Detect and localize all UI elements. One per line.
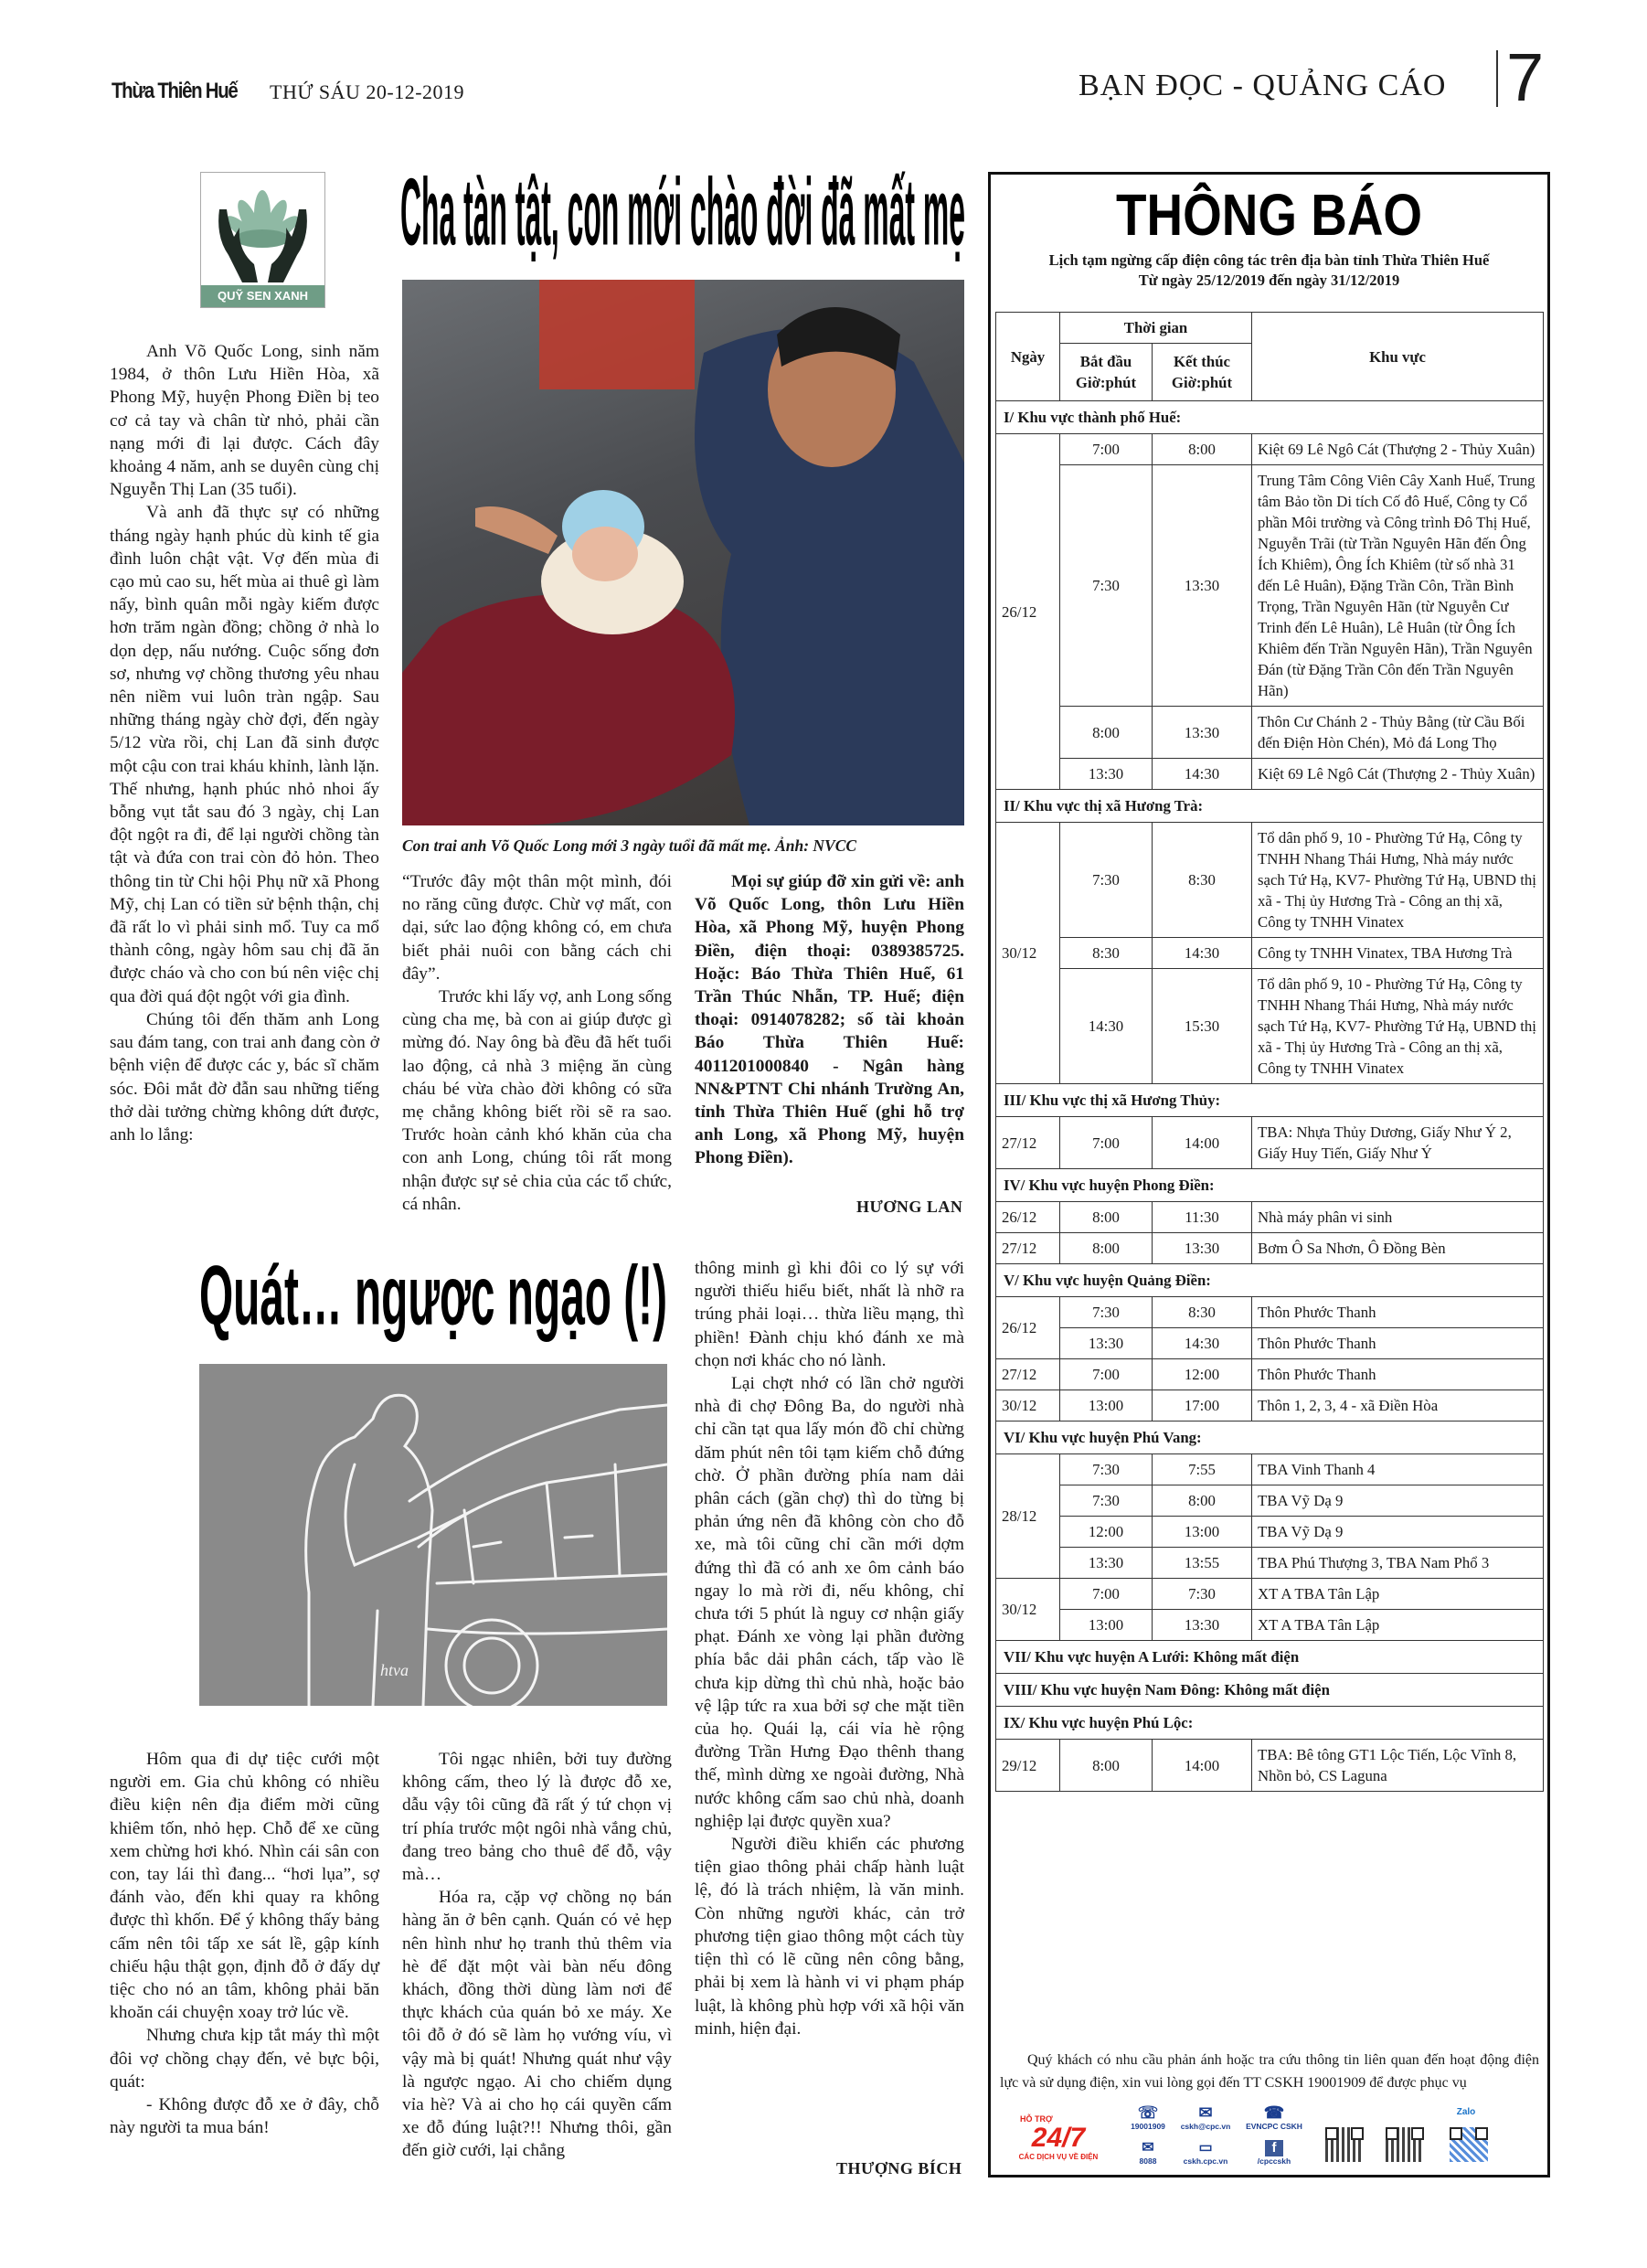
area-cell: TBA Vinh Thanh 4 bbox=[1252, 1454, 1544, 1485]
table-row bbox=[996, 1548, 1544, 1579]
start-time-cell: 8:30 bbox=[1060, 938, 1153, 969]
start-time-cell: 8:00 bbox=[1060, 707, 1153, 759]
app-store-qr-code[interactable] bbox=[1386, 2127, 1424, 2162]
date-cell: 28/12 bbox=[996, 1454, 1060, 1579]
date-cell: 26/12 bbox=[996, 1297, 1060, 1359]
date-cell: 30/12 bbox=[996, 823, 1060, 1084]
date-cell: 26/12 bbox=[996, 1202, 1060, 1233]
header-divider bbox=[1496, 50, 1498, 107]
area-cell: Trung Tâm Công Viên Cây Xanh Huế, Trung tâm Bảo tồn Di tích Cố đô Huế, Công ty Cổ phần Môi trường và Công trình Đô Thị Huế, Nguyễn Trãi (từ Trần Nguyên Hãn đến Ông Ích Khiêm), Ông Ích Khiêm (từ số nhà 31 đến Lê Huân), Đặng Trần Côn, Trần Bình Trọng, Trần Nguyên Hãn (từ Nguyễn Cư Trinh đến Lê Huân), Lê Huân (từ Ông Ích Khiêm đến Trần Nguyên Hãn), Trần Nguyên Đán (từ Đặng Trần Côn đến Trần Nguyên Hãn) bbox=[1252, 465, 1544, 707]
date-cell: 27/12 bbox=[996, 1359, 1060, 1390]
start-time-cell: 8:00 bbox=[1060, 1233, 1153, 1264]
zalo-icon[interactable]: Zalo bbox=[1456, 2107, 1476, 2117]
end-time-cell: 8:30 bbox=[1153, 823, 1252, 938]
notice-title: THÔNG BÁO bbox=[1116, 182, 1422, 248]
area-cell: Công ty TNHH Vinatex, TBA Hương Trà bbox=[1252, 938, 1544, 969]
start-time-cell: 7:00 bbox=[1060, 1359, 1153, 1390]
page-number: 7 bbox=[1506, 39, 1545, 115]
section-title: VI/ Khu vực huyện Phú Vang: bbox=[996, 1421, 1544, 1454]
paragraph: Và anh đã thực sự có những tháng ngày hạnh phúc dù kinh tế gia đình luôn chật vật. Vợ đến mùa đi cạo mủ cao su, hết mùa ai thuê gì làm nấy, bình quân mỗi ngày kiếm được hơn trăm ngàn đồng; chồng ở nhà lo dọn dẹp, nấu nướng. Cuộc sống đơn sơ, nhưng vợ chồng thương yêu nhau nên niềm vui luôn tràn ngập. Sau những tháng ngày chờ đợi, đến ngày 5/12 vừa rồi, chị Lan đã sinh được một cậu con trai kháu khỉnh, lành lặn. Thế nhưng, hạnh phúc nhỏ nhoi ấy bỗng vụt tắt sau đó 3 ngày, chị Lan đột ngột ra đi, để lại người chồng tàn tật và đứa con trai còn đỏ hỏn. Theo thông tin từ Chi hội Phụ nữ xã Phong Mỹ, chị Lan có tiền sử bệnh thận, chị đã rất lo vì phải sinh mổ. Tuy ca mổ thành công, ngày hôm sau chị đã ăn được cháo và cho con bú nên việc chị qua đời quá đột ngột với gia đình. bbox=[110, 503, 379, 1006]
section-title: VII/ Khu vực huyện A Lưới: Không mất điện bbox=[996, 1641, 1544, 1674]
start-time-cell: 7:30 bbox=[1060, 1454, 1153, 1485]
section-title: III/ Khu vực thị xã Hương Thủy: bbox=[996, 1084, 1544, 1117]
article2-illustration bbox=[199, 1364, 667, 1706]
header-time: Thời gian bbox=[1060, 313, 1252, 344]
end-time-cell: 13:30 bbox=[1153, 1610, 1252, 1641]
area-cell: Tổ dân phố 9, 10 - Phường Tứ Hạ, Công ty TNHH Nhang Thái Hưng, Nhà máy nước sạch Tứ Hạ, KV7- Phường Tứ Hạ, UBND thị xã - Thị ủy Hương Trà - Công an thị xã, Công ty TNHH Vinatex bbox=[1252, 823, 1544, 938]
section-row bbox=[996, 790, 1544, 823]
contact-icons bbox=[1000, 2102, 1539, 2175]
section-title: II/ Khu vực thị xã Hương Trà: bbox=[996, 790, 1544, 823]
illustrator-signature: htva bbox=[380, 1661, 409, 1679]
section-row bbox=[996, 1264, 1544, 1297]
section-title: IX/ Khu vực huyện Phú Lộc: bbox=[996, 1707, 1544, 1740]
section-title: I/ Khu vực thành phố Huế: bbox=[996, 401, 1544, 434]
area-cell: Kiệt 69 Lê Ngô Cát (Thượng 2 - Thủy Xuân) bbox=[1252, 759, 1544, 790]
article2-headline: Quát… ngược ngạo (!) bbox=[199, 1249, 667, 1344]
table-header-row bbox=[996, 313, 1544, 344]
table-row bbox=[996, 1390, 1544, 1421]
email-icon[interactable]: ✉ cskh@cpc.vn bbox=[1180, 2103, 1231, 2131]
start-time-cell: 7:00 bbox=[1060, 1117, 1153, 1169]
table-row bbox=[996, 938, 1544, 969]
power-outage-notice bbox=[988, 172, 1550, 2177]
end-time-cell: 14:00 bbox=[1153, 1117, 1252, 1169]
end-time-cell: 13:00 bbox=[1153, 1517, 1252, 1548]
issue-date: THỨ SÁU 20-12-2019 bbox=[270, 80, 465, 103]
end-time-cell: 8:30 bbox=[1153, 1297, 1252, 1328]
start-time-cell: 8:00 bbox=[1060, 1740, 1153, 1792]
end-time-cell: 14:30 bbox=[1153, 759, 1252, 790]
table-row bbox=[996, 465, 1544, 707]
section-row bbox=[996, 1421, 1544, 1454]
start-time-cell: 7:30 bbox=[1060, 1297, 1153, 1328]
paragraph: Lại chợt nhớ có lần chở người nhà đi chợ Đông Ba, do người nhà chỉ cần tạt qua lấy món đồ chỉ chừng dăm phút nên tôi tạm kiếm chỗ đứng chờ. Ở phần đường phía nam dải phân cách (gần chợ) thì do từng bị phản ứng nên đã không còn cho đỗ xe, mà tôi cũng chỉ cần mới dợm đứng thì đã có anh xe ôm cảnh báo ngay lo mà rời đi, nếu không, chỉ chưa tới 5 phút là nguy cơ nhận giấy phạt. Đánh xe vòng lại phần đường phía bắc dải phân cách, tấp vào lề chưa kịp dừng thì chủ nhà, hoặc bảo vệ lập tức ra xua bởi sợ che mặt tiền của họ. Quái lạ, cái vỉa hè rộng đường Trần Hưng Đạo thênh thang thế, mình dừng xe ngoài đường, Nhà nước không cấm sao chủ nhà, doanh nghiệp lại được quyền xua? bbox=[695, 1374, 964, 1831]
support-24-7-logo: HỖ TRỢ 24/7 CÁC DỊCH VỤ VỀ ĐIỆN bbox=[1018, 2114, 1099, 2161]
section-title: V/ Khu vực huyện Quảng Điền: bbox=[996, 1264, 1544, 1297]
end-time-cell: 14:00 bbox=[1153, 1740, 1252, 1792]
table-row bbox=[996, 1610, 1544, 1641]
area-cell: Thôn Phước Thanh bbox=[1252, 1297, 1544, 1328]
section-row bbox=[996, 1707, 1544, 1740]
article2-column-3 bbox=[695, 1257, 964, 2040]
end-time-cell: 8:00 bbox=[1153, 434, 1252, 465]
start-time-cell: 7:00 bbox=[1060, 1579, 1153, 1610]
area-cell: XT A TBA Tân Lập bbox=[1252, 1610, 1544, 1641]
section-row bbox=[996, 1084, 1544, 1117]
sms-icon[interactable]: ✉ 8088 bbox=[1139, 2140, 1157, 2166]
paragraph: Tôi ngạc nhiên, bởi tuy đường không cấm, theo lý là được đỗ xe, dẫu vậy tôi cũng đã rất ý tứ chọn vị trí phía trước một ngôi nhà vắng chủ, đang treo bảng cho thuê để đỗ, vậy mà… bbox=[402, 1750, 672, 1885]
date-cell: 30/12 bbox=[996, 1390, 1060, 1421]
table-row bbox=[996, 1328, 1544, 1359]
start-time-cell: 12:00 bbox=[1060, 1517, 1153, 1548]
start-time-cell: 14:30 bbox=[1060, 969, 1153, 1084]
end-time-cell: 7:30 bbox=[1153, 1579, 1252, 1610]
start-time-cell: 7:30 bbox=[1060, 465, 1153, 707]
website-icon[interactable]: ▭ cskh.cpc.vn bbox=[1183, 2140, 1228, 2166]
article1-column-2 bbox=[402, 870, 672, 1216]
area-cell: XT A TBA Tân Lập bbox=[1252, 1579, 1544, 1610]
table-row bbox=[996, 707, 1544, 759]
start-time-cell: 13:00 bbox=[1060, 1390, 1153, 1421]
table-row bbox=[996, 1579, 1544, 1610]
header-date: Ngày bbox=[996, 313, 1060, 401]
end-time-cell: 12:00 bbox=[1153, 1359, 1252, 1390]
table-row bbox=[996, 1233, 1544, 1264]
end-time-cell: 13:55 bbox=[1153, 1548, 1252, 1579]
end-time-cell: 11:30 bbox=[1153, 1202, 1252, 1233]
end-time-cell: 7:55 bbox=[1153, 1454, 1252, 1485]
start-time-cell: 8:00 bbox=[1060, 1202, 1153, 1233]
paragraph: Nhưng chưa kịp tắt máy thì một đôi vợ chồng chạy đến, vẻ bực bội, quát: bbox=[110, 2026, 379, 2092]
photo-caption: Con trai anh Võ Quốc Long mới 3 ngày tuổi đã mất mẹ. Ảnh: NVCC bbox=[402, 836, 857, 855]
end-time-cell: 15:30 bbox=[1153, 969, 1252, 1084]
area-cell: Thôn Cư Chánh 2 - Thủy Bằng (từ Cầu Bối đến Điện Hòn Chén), Mỏ đá Long Thọ bbox=[1252, 707, 1544, 759]
header-start: Bắt đầu Giờ:phút bbox=[1060, 344, 1153, 401]
app-icon[interactable]: ☎ EVNCPC CSKH bbox=[1246, 2103, 1302, 2131]
paragraph: Trước khi lấy vợ, anh Long sống cùng cha mẹ, bà con ai giúp được gì mừng đó. Nay ông bà đều đã hết tuổi lao động, cả nhà 3 miệng ăn cùng cháu bé vừa chào đời không có sữa mẹ chẳng không biết rồi sẽ ra sao. Trước hoàn cảnh khó khăn của cha con anh Long, chúng tôi rất mong nhận được sự sẻ chia của các tổ chức, cá nhân. bbox=[402, 987, 672, 1214]
date-cell: 27/12 bbox=[996, 1117, 1060, 1169]
start-time-cell: 13:30 bbox=[1060, 759, 1153, 790]
area-cell: Tổ dân phố 9, 10 - Phường Tứ Hạ, Công ty TNHH Nhang Thái Hưng, Nhà máy nước sạch Tứ Hạ, KV7- Phường Tứ Hạ, UBND thị xã - Thị ủy Hương Trà - Công an thị xã, Công ty TNHH Vinatex bbox=[1252, 969, 1544, 1084]
lotus-hands-icon bbox=[201, 173, 324, 284]
paragraph: Anh Võ Quốc Long, sinh năm 1984, ở thôn Lưu Hiền Hòa, xã Phong Mỹ, huyện Phong Điền bị teo cơ cả tay và chân từ nhỏ, phải cần nạng mới đi lại được. Cách đây khoảng 4 năm, anh se duyên cùng chị Nguyễn Thị Lan (35 tuổi). bbox=[110, 342, 379, 500]
notice-subtitle: Lịch tạm ngừng cấp điện công tác trên địa bàn tỉnh Thừa Thiên Huế bbox=[1048, 251, 1490, 269]
area-cell: TBA: Nhựa Thủy Dương, Giấy Như Ý 2, Giấy Huy Tiến, Giấy Như Ý bbox=[1252, 1117, 1544, 1169]
end-time-cell: 17:00 bbox=[1153, 1390, 1252, 1421]
facebook-icon[interactable]: f /cpccskh bbox=[1257, 2140, 1291, 2166]
quy-sen-xanh-logo bbox=[200, 172, 325, 308]
start-time-cell: 7:00 bbox=[1060, 434, 1153, 465]
paragraph: Hóa ra, cặp vợ chồng nọ bán hàng ăn ở bên cạnh. Quán có vẻ hẹp nên hình như họ tranh thủ thêm vỉa hè để đặt một vài bàn nếu đông khách, đồng thời dùng làm nơi để thực khách của quán bỏ xe máy. Xe tôi đỗ ở đó sẽ làm họ vướng víu, vì vậy mà bị quát! Nhưng quát như vậy là ngược ngạo. Ai cho chiếm dụng vỉa hè? Và ai cho họ cái quyền cấm xe đỗ đúng luật?!! Nhưng thôi, gần đến giờ cưới, lại chẳng bbox=[402, 1888, 672, 2161]
table-row bbox=[996, 969, 1544, 1084]
table-row bbox=[996, 1454, 1544, 1485]
google-play-qr-code[interactable] bbox=[1325, 2127, 1364, 2162]
area-cell: Thôn Phước Thanh bbox=[1252, 1328, 1544, 1359]
start-time-cell: 13:00 bbox=[1060, 1610, 1153, 1641]
area-cell: Bơm Ô Sa Nhơn, Ô Đồng Bèn bbox=[1252, 1233, 1544, 1264]
article1-donation-info bbox=[695, 870, 964, 1170]
article1-headline: Cha tàn tật, con mới chào đời đã mất mẹ bbox=[400, 158, 965, 266]
section-row bbox=[996, 1169, 1544, 1202]
date-cell: 30/12 bbox=[996, 1579, 1060, 1641]
zalo-qr-code[interactable] bbox=[1450, 2127, 1488, 2162]
table-row bbox=[996, 759, 1544, 790]
notice-period: Từ ngày 25/12/2019 đến ngày 31/12/2019 bbox=[1138, 272, 1400, 289]
table-row bbox=[996, 1517, 1544, 1548]
article2-byline: THƯỢNG BÍCH bbox=[836, 2159, 962, 2177]
section-row bbox=[996, 1674, 1544, 1707]
section-title: VIII/ Khu vực huyện Nam Đông: Không mất điện bbox=[996, 1674, 1544, 1707]
paragraph: - Không được đỗ xe ở đây, chỗ này người ta mua bán! bbox=[110, 2095, 379, 2138]
article2-column-2 bbox=[402, 1748, 672, 2163]
area-cell: Nhà máy phân vi sinh bbox=[1252, 1202, 1544, 1233]
area-cell: Kiệt 69 Lê Ngô Cát (Thượng 2 - Thủy Xuân) bbox=[1252, 434, 1544, 465]
table-row bbox=[996, 434, 1544, 465]
section-title: IV/ Khu vực huyện Phong Điền: bbox=[996, 1169, 1544, 1202]
area-cell: TBA Phú Thượng 3, TBA Nam Phổ 3 bbox=[1252, 1548, 1544, 1579]
outage-schedule-table bbox=[995, 312, 1544, 1792]
area-cell: Thôn 1, 2, 3, 4 - xã Điền Hòa bbox=[1252, 1390, 1544, 1421]
area-cell: Thôn Phước Thanh bbox=[1252, 1359, 1544, 1390]
table-row bbox=[996, 823, 1544, 938]
article2-column-1 bbox=[110, 1748, 379, 2139]
masthead: Thừa Thiên Huế bbox=[112, 79, 238, 103]
paragraph: Người điều khiển các phương tiện giao thông phải chấp hành luật lệ, đó là trách nhiệm, là văn minh. Còn những người khác, cản trở phương tiện giao thông một cách tùy tiện thì có lẽ cũng nên công bằng, phải bị xem là hành vi vi phạm pháp luật, là không phù hợp với xã hội văn minh, hiện đại. bbox=[695, 1835, 964, 2039]
start-time-cell: 7:30 bbox=[1060, 1485, 1153, 1517]
paragraph: “Trước đây một thân một mình, đói no răng cũng được. Chừ vợ mất, con dại, sức lao động không có, em chưa biết phải nuôi con bằng cách chi đây”. bbox=[402, 872, 672, 984]
end-time-cell: 13:30 bbox=[1153, 465, 1252, 707]
table-row bbox=[996, 1297, 1544, 1328]
area-cell: TBA: Bê tông GT1 Lộc Tiến, Lộc Vĩnh 8, Nhồn bỏ, CS Laguna bbox=[1252, 1740, 1544, 1792]
end-time-cell: 14:30 bbox=[1153, 938, 1252, 969]
start-time-cell: 13:30 bbox=[1060, 1328, 1153, 1359]
section-row bbox=[996, 401, 1544, 434]
area-cell: TBA Vỹ Dạ 9 bbox=[1252, 1517, 1544, 1548]
end-time-cell: 13:30 bbox=[1153, 1233, 1252, 1264]
end-time-cell: 14:30 bbox=[1153, 1328, 1252, 1359]
paragraph: Chúng tôi đến thăm anh Long sau đám tang, con trai anh đang còn ở bệnh viện để được các y, bác sĩ chăm sóc. Đôi mắt đờ đẫn sau những tiếng thở dài tưởng chừng không dứt được, anh lo lắng: bbox=[110, 1009, 379, 1145]
article1-photo bbox=[402, 280, 964, 825]
table-row bbox=[996, 1202, 1544, 1233]
paragraph: thông minh gì khi đôi co lý sự với người thiếu hiểu biết, nhất là nhỡ ra trúng phải loại… thừa liều mạng, thì phiền! Đành chịu khó đánh xe mà chọn nơi khác cho nó lành. bbox=[695, 1259, 964, 1370]
date-cell: 26/12 bbox=[996, 434, 1060, 790]
table-row bbox=[996, 1485, 1544, 1517]
header-area: Khu vực bbox=[1252, 313, 1544, 401]
start-time-cell: 13:30 bbox=[1060, 1548, 1153, 1579]
table-row bbox=[996, 1359, 1544, 1390]
end-time-cell: 13:30 bbox=[1153, 707, 1252, 759]
logo-label: QUỸ SEN XANH bbox=[201, 285, 324, 307]
customer-service-text: Quý khách có nhu cầu phản ánh hoặc tra cứu thông tin liên quan đến hoạt động điện lực và sử dụng điện, xin vui lòng gọi đến TT CSKH 19001909 để được phục vụ bbox=[1000, 2052, 1539, 2091]
end-time-cell: 8:00 bbox=[1153, 1485, 1252, 1517]
section-title: BẠN ĐỌC - QUẢNG CÁO bbox=[1079, 69, 1447, 102]
paragraph: Hôm qua đi dự tiệc cưới một người em. Gia chủ không có nhiều điều kiện nên địa điểm mời cũng khiêm tốn, nhỏ hẹp. Chỗ để xe cũng xem chừng hơi khó. Nhìn cái sân con con, tay lái thì đang... “hơi lụa”, sợ đánh vào, đến khi quay ra không được thì khốn. Để ý không thấy bảng cấm nên tôi tấp xe sát lề, gập kính chiếu hậu thật gọn, định đỗ ở đấy dự tiệc cho nó an tâm, không phải băn khoăn cái chuyện xoay trở lúc về. bbox=[110, 1750, 379, 2023]
article1-column-1 bbox=[110, 340, 379, 1146]
paragraph: Mọi sự giúp đỡ xin gửi về: anh Võ Quốc Long, thôn Lưu Hiền Hòa, xã Phong Mỹ, huyện Phong Điền, điện thoại: 0389385725. Hoặc: Báo Thừa Thiên Huế, 61 Trần Thúc Nhẫn, TP. Huế; điện thoại: 0914078282; số tài khoản Báo Thừa Thiên Huế: 4011201000840 - Ngân hàng NN&PTNT Chi nhánh Trường An, tỉnh Thừa Thiên Huế (ghi hỗ trợ anh Long, xã Phong Mỹ, huyện Phong Điền). bbox=[695, 872, 964, 1168]
date-cell: 27/12 bbox=[996, 1233, 1060, 1264]
article1-byline: HƯƠNG LAN bbox=[856, 1198, 963, 1216]
section-row bbox=[996, 1641, 1544, 1674]
header-end: Kết thúc Giờ:phút bbox=[1153, 344, 1252, 401]
date-cell: 29/12 bbox=[996, 1740, 1060, 1792]
table-row bbox=[996, 1740, 1544, 1792]
area-cell: TBA Vỹ Dạ 9 bbox=[1252, 1485, 1544, 1517]
start-time-cell: 7:30 bbox=[1060, 823, 1153, 938]
hotline-icon[interactable]: ☏ 19001909 bbox=[1131, 2103, 1165, 2131]
table-row bbox=[996, 1117, 1544, 1169]
